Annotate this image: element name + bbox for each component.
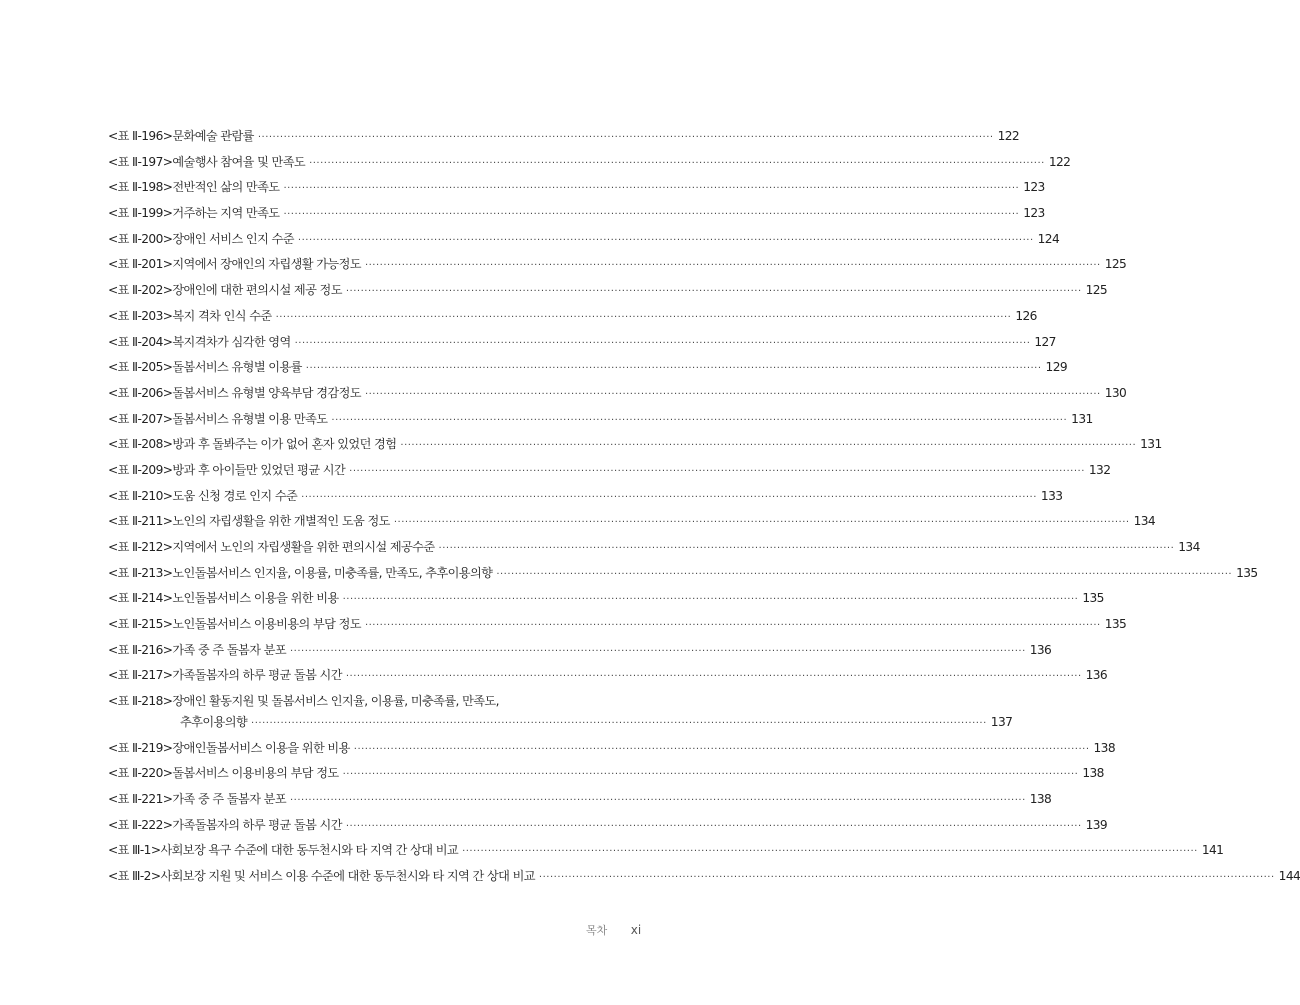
toc-page-number: 131 (1140, 437, 1162, 452)
toc-table-title: 가족 중 주 돌봄자 분포 (172, 642, 286, 657)
dot-leader: ········································································································································································································ (496, 568, 1233, 580)
footer-page-number: xi (630, 923, 642, 937)
toc-entry (108, 153, 1071, 179)
toc-table-title: 장애인돌봄서비스 이용을 위한 비용 (172, 740, 350, 755)
toc-page-number: 138 (1029, 792, 1052, 806)
toc-page-number: 136 (1029, 642, 1052, 657)
dot-leader: ········································································································································································································ (290, 645, 1026, 657)
toc-entry (108, 589, 1104, 615)
dot-leader: ········································································································································································································ (345, 286, 1082, 298)
dot-leader: ········································································································································································································ (283, 209, 1020, 221)
toc-page-number: 138 (1082, 766, 1104, 781)
toc-table-label: <표 Ⅱ-219> (108, 740, 173, 755)
toc-entry (108, 790, 1052, 816)
dot-leader: ········································································································································································································ (297, 234, 1034, 246)
toc-entry (108, 615, 1127, 641)
toc-table-label: <표 Ⅱ-196> (108, 129, 173, 143)
toc-page-number: 137 (990, 715, 1013, 730)
dot-leader: ········································································································································································································ (345, 820, 1082, 832)
toc-page-number: 124 (1037, 231, 1060, 246)
toc-entry (108, 461, 1111, 487)
toc-page-number: 125 (1104, 257, 1127, 272)
toc-table-label: <표 Ⅱ-222> (108, 817, 173, 832)
toc-entry (108, 204, 1045, 230)
toc-table-label: <표 Ⅱ-204> (108, 334, 173, 349)
toc-entry (108, 641, 1052, 667)
toc-entry (108, 230, 1060, 256)
toc-table-label: <표 Ⅱ-203> (108, 308, 173, 323)
toc-table-title: 돌봄서비스 유형별 양육부담 경감정도 (172, 385, 361, 400)
dot-leader: ········································································································································································································ (275, 311, 1012, 323)
toc-entry (108, 384, 1127, 410)
dot-leader: ········································································································································································································ (462, 846, 1198, 858)
dot-leader: ········································································································································································································ (251, 718, 987, 730)
toc-page-number: 135 (1082, 591, 1104, 606)
dot-leader: ········································································································································································································ (400, 440, 1137, 452)
toc-entry (108, 867, 1300, 893)
toc-entry (108, 333, 1056, 359)
dot-leader: ········································································································································································································ (349, 465, 1085, 477)
toc-table-title: 돌봄서비스 유형별 이용 만족도 (172, 411, 328, 426)
toc-table-label: <표 Ⅱ-202> (108, 283, 173, 298)
toc-table-label: <표 Ⅱ-208> (108, 437, 173, 452)
toc-entry-line (108, 713, 1013, 734)
dot-leader: ········································································································································································································ (538, 872, 1275, 884)
dot-leader: ········································································································································································································ (294, 337, 1031, 349)
toc-table-label: <표 Ⅲ-1> (108, 843, 161, 858)
toc-page-number: 134 (1178, 540, 1200, 554)
toc-entry (108, 435, 1162, 461)
toc-table-label: <표 Ⅱ-206> (108, 385, 173, 400)
toc-table-label: <표 Ⅱ-209> (108, 462, 173, 477)
toc-table-title: 전반적인 삶의 만족도 (172, 180, 280, 195)
toc-entry (108, 666, 1108, 692)
toc-entry (108, 358, 1068, 384)
toc-table-title: 지역에서 노인의 자립생활을 위한 편의시설 제공수준 (172, 540, 435, 554)
toc-entry (108, 538, 1200, 564)
toc-table-title: 문화예술 관람률 (172, 129, 254, 143)
dot-leader: ········································································································································································································ (331, 414, 1068, 426)
toc-table-title: 가족돌봄자의 하루 평균 돌봄 시간 (172, 668, 342, 683)
toc-table-label: <표 Ⅱ-207> (108, 411, 173, 426)
dot-leader: ········································································································································································································ (305, 363, 1042, 375)
toc-table-title: 지역에서 장애인의 자립생활 가능정도 (172, 257, 361, 272)
toc-table-label: <표 Ⅱ-220> (108, 766, 173, 781)
dot-leader: ········································································································································································································ (393, 517, 1130, 529)
toc-entry (108, 307, 1037, 333)
dot-leader: ········································································································································································································ (283, 183, 1020, 195)
toc-entry (108, 178, 1045, 204)
dot-leader: ········································································································································································································ (438, 543, 1175, 554)
dot-leader: ········································································································································································································ (364, 260, 1101, 272)
toc-page-number: 129 (1045, 360, 1068, 375)
toc-entry (108, 764, 1104, 790)
dot-leader: ········································································································································································································ (257, 132, 994, 143)
toc-page-number: 131 (1071, 411, 1093, 426)
toc-page-number: 132 (1088, 462, 1111, 477)
toc-table-title: 방과 후 아이들만 있었던 평균 시간 (172, 462, 346, 477)
toc-table-title: 돌봄서비스 유형별 이용률 (172, 360, 302, 375)
toc-page-number: 123 (1023, 206, 1045, 221)
toc-table-label: <표 Ⅱ-200> (108, 231, 173, 246)
toc-table-label: <표 Ⅱ-213> (108, 565, 173, 580)
toc-table-label: <표 Ⅱ-211> (108, 514, 173, 529)
dot-leader: ········································································································································································································ (345, 671, 1082, 683)
toc-page-number: 130 (1104, 385, 1127, 400)
toc-table-title: 복지격차가 심각한 영역 (172, 334, 291, 349)
toc-table-title: 사회보장 지원 및 서비스 이용 수준에 대한 동두천시와 타 지역 간 상대 비교 (160, 869, 535, 884)
toc-entry (108, 487, 1063, 513)
toc-page-number: 135 (1236, 565, 1258, 580)
toc-entry (108, 255, 1127, 281)
toc-page-number: 133 (1040, 488, 1063, 503)
toc-entry (108, 512, 1156, 538)
toc-entry (108, 564, 1258, 590)
dot-leader: ········································································································································································································ (290, 795, 1026, 806)
footer-section-label: 목차 (586, 924, 608, 937)
toc-table-title: 거주하는 지역 만족도 (172, 206, 280, 221)
toc-page-number: 135 (1104, 617, 1127, 632)
dot-leader: ········································································································································································································ (364, 620, 1101, 632)
toc-table-title: 노인돌봄서비스 인지율, 이용률, 미충족률, 만족도, 추후이용의향 (172, 565, 493, 580)
toc-entry (108, 281, 1108, 307)
toc-table-title: 장애인 활동지원 및 돌봄서비스 인지율, 이용률, 미충족률, 만족도, (172, 694, 499, 709)
toc-entry (108, 816, 1108, 842)
toc-table-title: 도움 신청 경로 인지 수준 (172, 488, 298, 503)
toc-table-label: <표 Ⅱ-214> (108, 591, 173, 606)
page-footer (586, 922, 641, 938)
toc-table-label: <표 Ⅱ-197> (108, 154, 173, 169)
toc-page-number: 134 (1133, 514, 1156, 529)
toc-entry (108, 127, 1020, 153)
toc-page-number: 144 (1278, 869, 1300, 884)
toc-table-title: 복지 격차 인식 수준 (172, 308, 272, 323)
toc-entry (108, 410, 1093, 436)
dot-leader: ········································································································································································································ (301, 491, 1037, 503)
toc-entry (108, 739, 1115, 765)
toc-table-title: 노인돌봄서비스 이용을 위한 비용 (172, 591, 339, 606)
toc-table-label: <표 Ⅱ-210> (108, 488, 173, 503)
toc-table-label: <표 Ⅱ-216> (108, 642, 173, 657)
toc-page-number: 123 (1023, 180, 1045, 195)
toc-entry (108, 692, 1013, 734)
toc-table-title: 가족 중 주 돌봄자 분포 (172, 792, 286, 806)
toc-table-label: <표 Ⅱ-198> (108, 180, 173, 195)
toc-table-label: <표 Ⅱ-217> (108, 668, 173, 683)
toc-table-label: <표 Ⅱ-205> (108, 360, 173, 375)
dot-leader: ········································································································································································································ (364, 388, 1101, 400)
toc-page-number: 139 (1085, 817, 1108, 832)
toc-table-label: <표 Ⅱ-218> (108, 694, 173, 709)
toc-table-title: 예술행사 참여율 및 만족도 (172, 154, 306, 169)
table-of-contents-list (108, 127, 1300, 893)
toc-entry-line (108, 692, 634, 713)
dot-leader: ········································································································································································································ (353, 743, 1090, 755)
toc-page-number: 122 (1048, 154, 1071, 169)
toc-page-number: 126 (1015, 308, 1037, 323)
dot-leader: ········································································································································································································ (342, 769, 1079, 781)
toc-table-title: 가족돌봄자의 하루 평균 돌봄 시간 (172, 817, 342, 832)
toc-page-number: 136 (1085, 668, 1108, 683)
dot-leader: ········································································································································································································ (309, 157, 1045, 169)
toc-page-number: 141 (1201, 843, 1224, 858)
dot-leader: ········································································································································································································ (342, 594, 1079, 606)
toc-page-number: 127 (1034, 334, 1056, 349)
toc-table-label: <표 Ⅱ-201> (108, 257, 173, 272)
toc-table-label: <표 Ⅱ-199> (108, 206, 173, 221)
toc-table-title: 돌봄서비스 이용비용의 부담 정도 (172, 766, 339, 781)
toc-table-label: <표 Ⅱ-212> (108, 540, 173, 554)
toc-entry (108, 841, 1224, 867)
toc-page-number: 125 (1085, 283, 1108, 298)
toc-table-title: 노인돌봄서비스 이용비용의 부담 정도 (172, 617, 361, 632)
toc-table-title: 방과 후 돌봐주는 이가 없어 혼자 있었던 경험 (172, 437, 397, 452)
toc-table-title: 장애인 서비스 인지 수준 (172, 231, 294, 246)
toc-table-label: <표 Ⅱ-215> (108, 617, 173, 632)
toc-table-title: 노인의 자립생활을 위한 개별적인 도움 정도 (172, 514, 390, 529)
toc-table-label: <표 Ⅱ-221> (108, 792, 173, 806)
toc-table-label: <표 Ⅲ-2> (108, 869, 161, 884)
toc-page-number: 122 (997, 129, 1020, 143)
toc-table-title: 장애인에 대한 편의시설 제공 정도 (172, 283, 342, 298)
toc-page-number: 138 (1093, 740, 1115, 755)
toc-table-title: 사회보장 욕구 수준에 대한 동두천시와 타 지역 간 상대 비교 (160, 843, 459, 858)
toc-table-title-continued: 추후이용의향 (180, 715, 248, 730)
